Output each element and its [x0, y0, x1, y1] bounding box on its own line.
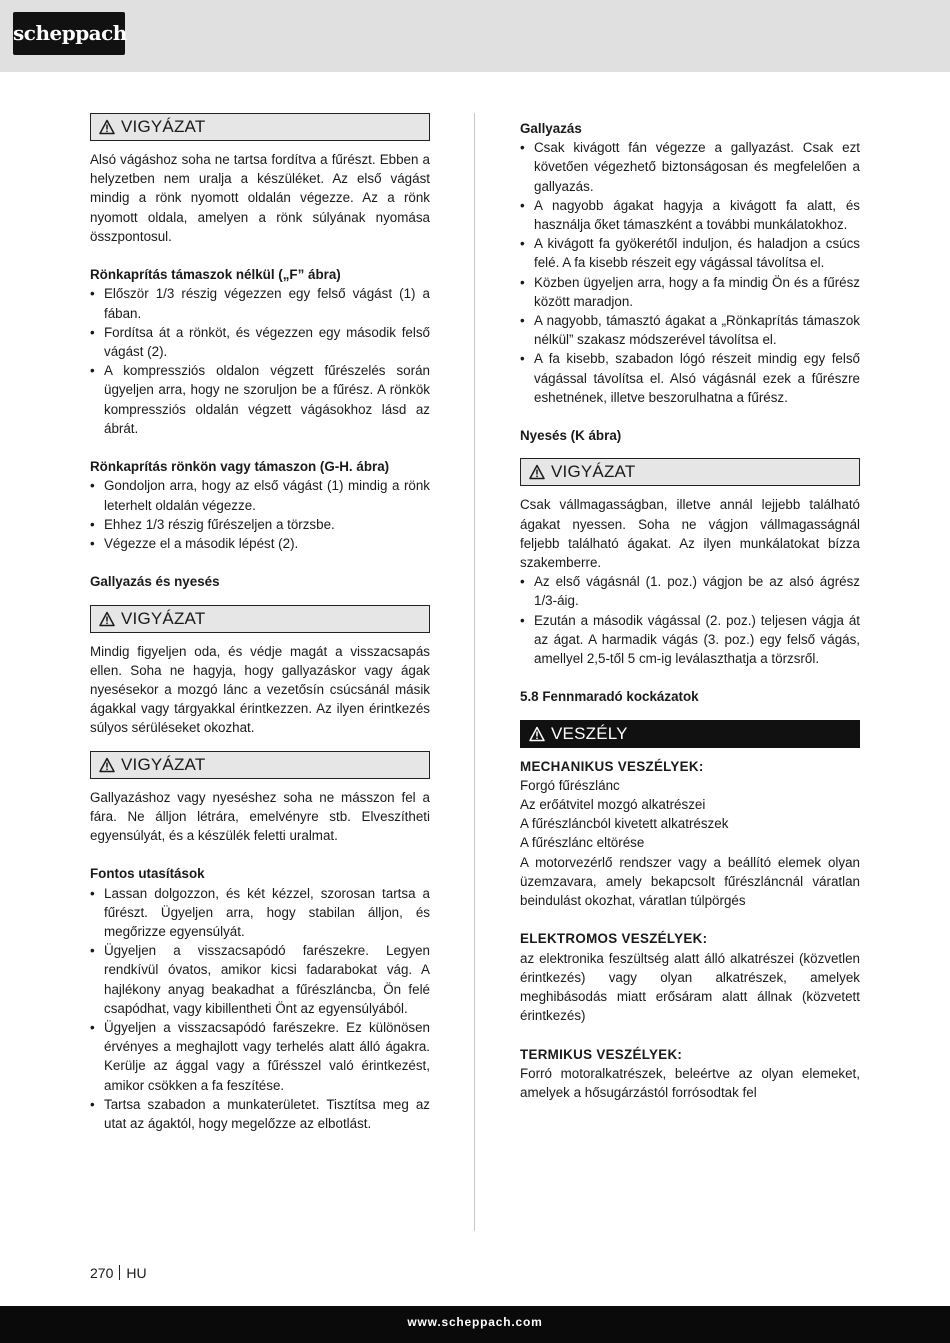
warning-triangle-icon [99, 757, 115, 773]
hazard-line: Forgó fűrészlánc [520, 777, 620, 793]
list-item: • Lassan dolgozzon, és két kézzel, szorosan tartsa a fűrészt. Ügyeljen arra, hogy stabilan álljon, és megőrizze egyensúlyát. [90, 884, 430, 942]
hazard-text: az elektronika feszültség alatt álló alkatrészei (közvetlen érintkezés) vagy olyan alkatrészek, amelyek meghibásodás miatt erősáram alatt állnak (közvetett érintkezés) [520, 950, 860, 1024]
hazard-line: Az erőátvitel mozgó alkatrészei [520, 797, 706, 813]
list-item: • A kivágott fa gyökerétől induljon, és haladjon a csúcs felé. A fa kisebb részeit egy vágással távolítsa el. [520, 234, 860, 272]
warning-triangle-icon [99, 119, 115, 135]
section-heading: Fontos utasítások [90, 866, 205, 882]
list-item: • Ügyeljen a visszacsapódó farészekre. Legyen rendkívül óvatos, amikor kicsi fadarabokat vág. A hajlékony anyag beakadhat a fűrészláncba, Ön felé csapódhat, vagy kibillentheti Önt az egyensúlyából. [90, 941, 430, 1018]
page-header [0, 0, 950, 72]
warning-title: VIGYÁZAT [121, 608, 206, 628]
warning-box-caution-3 [90, 751, 430, 779]
list-item: • Végezze el a második lépést (2). [90, 534, 430, 553]
hazard-heading-mechanical: MECHANIKUS VESZÉLYEK: [520, 758, 704, 774]
hazard-heading-electrical: ELEKTROMOS VESZÉLYEK: [520, 931, 708, 947]
list-item: • A nagyobb ágakat hagyja a kivágott fa alatt, és használja őket támaszként a további munkálatokhoz. [520, 196, 860, 234]
list-item: • Ehhez 1/3 részig fűrészeljen a törzsbe. [90, 515, 430, 534]
page-language: HU [126, 1265, 147, 1281]
section-heading: 5.8 Fennmaradó kockázatok [520, 689, 699, 705]
warning-text: Csak vállmagasságban, illetve annál lejjebb található ágakat nyessen. Soha ne vágjon vállmagasságnál feljebb található ágakat. Az ilyen munkálatokat bízza szakemberre. [520, 497, 860, 571]
warning-box-caution-4 [520, 458, 860, 486]
right-column [520, 113, 860, 1102]
bullet-list [90, 884, 430, 1134]
warning-triangle-icon [529, 726, 545, 742]
warning-text: Gallyazáshoz vagy nyeséshez soha ne másszon fel a fára. Ne álljon létrára, emelvényre stb. Elveszítheti egyensúlyát, és a készülék feletti uralmat. [90, 789, 430, 844]
hazard-line: A fűrészláncból kivetett alkatrészek [520, 816, 729, 832]
list-item: • A fa kisebb, szabadon lógó részeit mindig egy felső vágással távolítsa el. Alsó vágásnál ezek a fűrészre eshetnének, illetve beszorulhatna a fűrész. [520, 349, 860, 407]
list-item: • Fordítsa át a rönköt, és végezzen egy második felső vágást (2). [90, 323, 430, 361]
list-item: • Ügyeljen a visszacsapódó farészekre. Ez különösen érvényes a meghajlott vagy terhelés alatt álló ágakra. Kerülje az ággal vagy a fűrésszel való érintkezést, amikor csökken a fa feszítése. [90, 1018, 430, 1095]
hazard-text: Forró motoralkatrészek, beleértve az olyan elemeket, amelyek a hősugárzástól forrósodtak fel [520, 1065, 860, 1101]
left-column [90, 113, 430, 1133]
list-item: • Csak kivágott fán végezze a gallyazást. Csak ezt követően végezhető biztonságosan és megfelelően a gallyazás. [520, 138, 860, 196]
bullet-list [90, 284, 430, 438]
warning-title: VIGYÁZAT [121, 117, 206, 136]
list-item: • Tartsa szabadon a munkaterületet. Tisztítsa meg az utat az ágaktól, hogy megelőzze az elbotlást. [90, 1095, 430, 1133]
list-item: • A nagyobb, támasztó ágakat a „Rönkaprítás támaszok nélkül” szakasz módszerével távolítsa el. [520, 311, 860, 349]
list-item: • Először 1/3 részig végezzen egy felső vágást (1) a fában. [90, 284, 430, 322]
page-number-value: 270 [90, 1265, 114, 1281]
warning-box-caution-1 [90, 113, 430, 141]
bullet-list [520, 138, 860, 407]
brand-logo [13, 12, 125, 55]
warning-triangle-icon [529, 464, 545, 480]
page-number-separator [119, 1265, 120, 1280]
section-heading: Rönkaprítás támaszok nélkül („F” ábra) [90, 267, 341, 283]
page-number [90, 1264, 147, 1283]
hazard-heading-thermal: TERMIKUS VESZÉLYEK: [520, 1046, 683, 1062]
list-item: • Közben ügyeljen arra, hogy a fa mindig Ön és a fűrész között maradjon. [520, 273, 860, 311]
brand-logo-text: scheppach [13, 21, 127, 45]
hazard-line: A fűrészlánc eltörése [520, 835, 645, 851]
section-heading: Nyesés (K ábra) [520, 428, 622, 444]
section-heading: Rönkaprítás rönkön vagy támaszon (G-H. ábra) [90, 459, 390, 475]
list-item: • Ezután a második vágással (2. poz.) teljesen vágja át az ágat. A harmadik vágás (3. poz.) egy felső vágás, amellyel 2,5-től 5 cm-ig leválaszthatja a törzsről. [520, 611, 860, 669]
bullet-list [520, 572, 860, 668]
hazard-text: A motorvezérlő rendszer vagy a beállító elemek olyan üzemzavara, amely bekapcsolt fűrészláncnál váratlan beindulást okozhat, váratlan túlpörgés [520, 854, 860, 909]
list-item: • Az első vágásnál (1. poz.) vágjon be az alsó ágrész 1/3-áig. [520, 572, 860, 610]
warning-box-caution-2 [90, 605, 430, 633]
list-item: • A kompressziós oldalon végzett fűrészelés során ügyeljen arra, hogy ne szoruljon be a fűrész. A rönkök kompressziós oldalán végzett vágásokhoz lásd az ábrát. [90, 361, 430, 438]
column-divider [474, 113, 475, 1231]
warning-title: VIGYÁZAT [551, 462, 636, 482]
danger-box [520, 720, 860, 748]
danger-title: VESZÉLY [551, 723, 628, 743]
section-heading: Gallyazás és nyesés [90, 574, 220, 590]
website-link[interactable]: www.scheppach.com [407, 1315, 543, 1329]
warning-title: VIGYÁZAT [121, 754, 206, 774]
list-item: • Gondoljon arra, hogy az első vágást (1) mindig a rönk leterhelt oldalán végezze. [90, 476, 430, 514]
warning-text: Alsó vágáshoz soha ne tartsa fordítva a fűrészt. Ebben a helyzetben nem uralja a készüléket. Az első vágást mindig a rönk nyomott oldalán végezze. Az a rönk nyomott oldala, amelyen a rönk súlyának nyomása összpontosul. [90, 152, 430, 244]
warning-text: Mindig figyeljen oda, és védje magát a visszacsapás ellen. Soha ne hagyja, hogy gallyazáskor vagy ágak nyesésekor a mozgó lánc a vezetősín csúcsánál másik ágakkal vagy tárgyakkal érintkezzen. Az ilyen érintkezés súlyos sérüléseket okozhat. [90, 643, 430, 736]
section-heading: Gallyazás [520, 121, 582, 136]
page-footer [0, 1306, 950, 1343]
warning-triangle-icon [99, 611, 115, 627]
bullet-list [90, 476, 430, 553]
